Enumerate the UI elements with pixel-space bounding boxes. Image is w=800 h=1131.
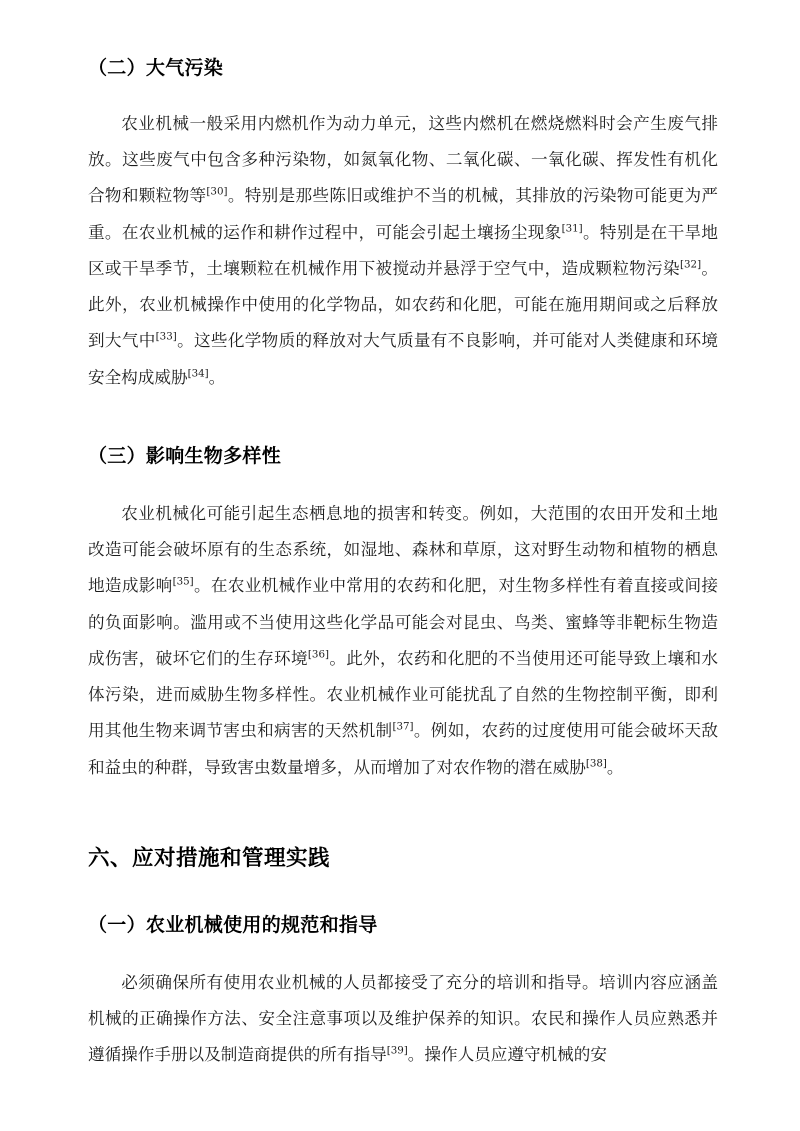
reference-marker-38: [38] [585,757,607,770]
reference-marker-33: [33] [155,330,177,343]
paragraph-text-segment: 。特别是那些陈旧或维护不当的机械，其排放的污染物可能更为严重。在农业机械的运作和耕作过程中，可能会引起土壤扬尘现象 [88,186,719,242]
section-measures-heading-block [88,844,718,873]
subsection-standards-heading-block [88,913,718,939]
paragraph-text-segment: 。特别是在干旱地区或干旱季节，土壤颗粒在机械作用下被搅动并悬浮于空气中，造成颗粒物污染 [88,222,719,278]
heading-machinery-standards: （一）农业机械使用的规范和指导 [88,914,378,937]
paragraph-machinery-standards [88,965,718,1074]
paragraph-text-segment: 农业机械一般采用内燃机作为动力单元，这些内燃机在燃烧燃料时会产生废气排放。这些废气中包含多种污染物，如氮氧化物、二氧化碳、一氧化碳、挥发性有机化合物和颗粒物等 [88,113,718,206]
paragraph-text-segment: 。此外，农药和化肥的不当使用还可能导致上壤和水体污染，进而威胁生物多样性。农业机械作业可能扰乱了自然的生物控制平衡，即利用其他生物来调节害虫和病害的天然机制 [88,648,719,741]
reference-marker-36: [36] [307,648,329,661]
section-biodiversity-paragraph-block [88,496,718,786]
document-body [88,56,718,1074]
reference-marker-34: [34] [187,367,209,380]
paragraph-text-segment: 农业机械化可能引起生态栖息地的损害和转变。例如，大范围的农田开发和土地改造可能会破坏原有的生态系统，如湿地、森林和草原，这对野生动物和植物的栖息地造成影响 [88,503,718,596]
heading-measures: 六、应对措施和管理实践 [88,846,331,872]
subsection-standards-paragraph-block [88,965,718,1074]
paragraph-text-segment: 。这些化学物质的释放对大气质量有不良影响，并可能对人类健康和环境安全构成威胁 [88,331,718,387]
paragraph-text-segment: 。操作人员应遵守机械的安 [407,1045,607,1065]
paragraph-biodiversity [88,496,718,786]
heading-biodiversity: （三）影响生物多样性 [88,445,282,468]
reference-marker-37: [37] [392,720,414,733]
paragraph-air-pollution [88,106,718,396]
reference-marker-39: [39] [386,1044,408,1057]
section-air-pollution-heading-block [88,56,718,82]
section-air-pollution-paragraph-block [88,106,718,396]
reference-marker-35: [35] [172,575,194,588]
paragraph-text-segment: 。 [208,367,226,387]
reference-marker-31: [31] [561,222,583,234]
heading-air-pollution: （二）大气污染 [88,57,224,79]
paragraph-text-segment: 。此外，农业机械操作中使用的化学物品，如农药和化肥，可能在施用期间或之后释放到大气中 [88,258,719,351]
paragraph-text-segment: 。 [606,757,624,777]
paragraph-text-segment: 。例如，农药的过度使用可能会破坏天敌和益虫的种群，导致害虫数量增多，从而增加了对农作物的潜在威胁 [88,721,719,777]
paragraph-text-segment: 。在农业机械作业中常用的农药和化肥，对生物多样性有着直接或间接的负面影响。滥用或不当使用这些化学品可能会对昆虫、鸟类、蜜蜂等非靶标生物造成伤害，破坏它们的生存环境 [88,576,719,668]
section-biodiversity-heading-block [88,444,718,470]
reference-marker-32: [32] [679,258,702,271]
reference-marker-30: [30] [206,185,228,198]
paragraph-text-segment: 必须确保所有使用农业机械的人员都接受了充分的培训和指导。培训内容应涵盖机械的正确操作方法、安全注意事项以及维护保养的知识。农民和操作人员应熟悉并遵循操作手册以及制造商提供的所有指导 [88,972,718,1065]
